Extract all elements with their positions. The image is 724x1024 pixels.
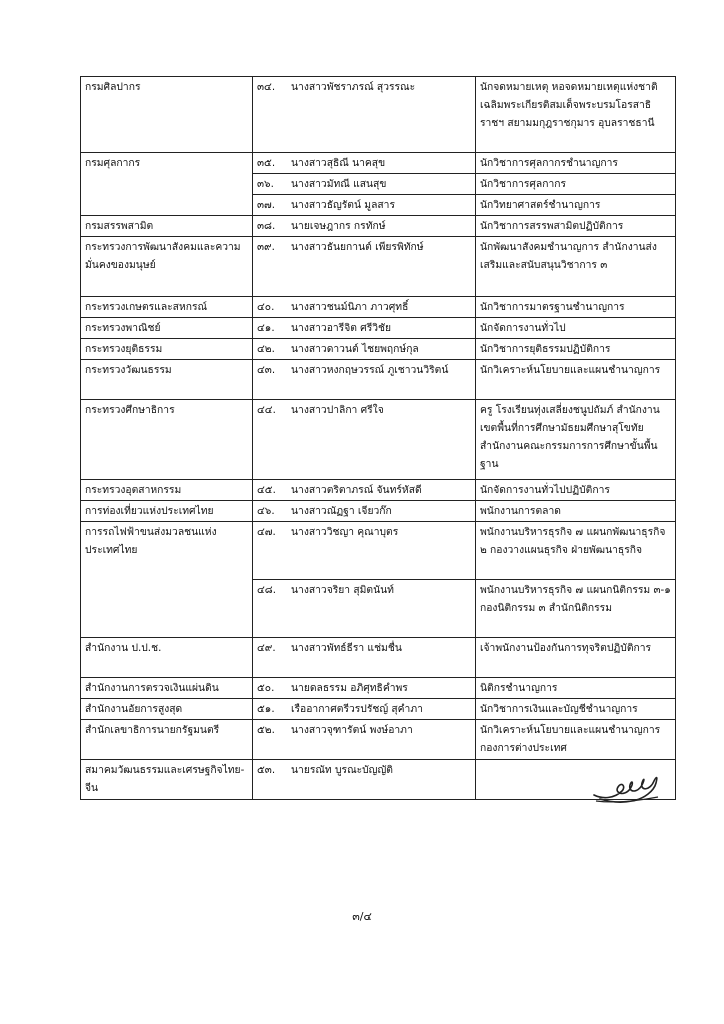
sequence-number: ๔๕. xyxy=(257,484,276,496)
position-cell xyxy=(476,678,676,699)
position-cell xyxy=(476,216,676,237)
person-name: นางสาวดาวนต์ ไชยพฤกษ์กุล xyxy=(291,343,419,355)
agency-cell xyxy=(81,318,253,339)
person-cell xyxy=(253,360,476,400)
person-cell xyxy=(253,318,476,339)
position-title: พนักงานบริหารธุรกิจ ๗ แผนกนิติกรรม ๓-๑ กองนิติกรรม ๓ สำนักนิติกรรม xyxy=(480,584,671,614)
position-cell xyxy=(476,360,676,400)
table-row xyxy=(81,237,676,297)
position-cell xyxy=(476,580,676,638)
person-cell xyxy=(253,237,476,297)
agency-name: การรถไฟฟ้าขนส่งมวลชนแห่งประเทศไทย xyxy=(85,526,217,556)
agency-name: กระทรวงอุตสาหกรรม xyxy=(85,484,182,496)
table-row xyxy=(81,318,676,339)
agency-cell xyxy=(81,638,253,678)
position-title: นักพัฒนาสังคมชำนาญการ สำนักงานส่งเสริมและสนับสนุนวิชาการ ๓ xyxy=(480,241,657,271)
sequence-number: ๔๐. xyxy=(257,301,275,313)
person-cell xyxy=(253,77,476,153)
table-row xyxy=(81,638,676,678)
position-title: นักวิชาการยุติธรรมปฏิบัติการ xyxy=(480,343,611,355)
table-row xyxy=(81,501,676,522)
agency-name: กระทรวงวัฒนธรรม xyxy=(85,364,172,376)
agency-name: สมาคมวัฒนธรรมและเศรษฐกิจไทย-จีน xyxy=(85,764,245,794)
person-name: นางสาวตริตาภรณ์ จันทร์หัสดี xyxy=(291,484,422,496)
position-title: ครู โรงเรียนทุ่งเสลี่ยงชนูปถัมภ์ สำนักงานเขตพื้นที่การศึกษามัธยมศึกษาสุโขทัย สำนักงานคณะกรรมการการศึกษาขั้นพื้นฐาน xyxy=(480,404,660,470)
position-title: นักวิชาการศุลกากรชำนาญการ xyxy=(480,157,618,169)
agency-name: กรมศุลกากร xyxy=(85,157,141,169)
position-title: นักวิเคราะห์นโยบายและแผนชำนาญการ กองการต่างประเทศ xyxy=(480,724,661,754)
position-title: นักวิชาการมาตรฐานชำนาญการ xyxy=(480,301,625,313)
sequence-number: ๔๖. xyxy=(257,505,275,517)
table-row xyxy=(81,339,676,360)
position-cell xyxy=(476,174,676,195)
position-cell xyxy=(476,400,676,480)
person-name: นางสาวอารีจิต ศรีวิชัย xyxy=(291,322,392,334)
table-row xyxy=(81,678,676,699)
agency-cell xyxy=(81,77,253,153)
table-row xyxy=(81,216,676,237)
sequence-number: ๔๔. xyxy=(257,404,276,416)
agency-cell xyxy=(81,480,253,501)
person-cell xyxy=(253,216,476,237)
person-name: นางสาวชนม์นิภา ภาวศุทธิ์ xyxy=(291,301,409,313)
agency-cell xyxy=(81,339,253,360)
person-name: นางสาวหงกฤษวรรณ์ ภูเชาวนวิริตน์ xyxy=(291,364,449,376)
position-cell xyxy=(476,638,676,678)
person-name: นางสาววิชญา คุณาบุตร xyxy=(291,526,399,538)
table-row xyxy=(81,699,676,720)
person-name: นางสาวพัทธ์ธีรา แช่มชื่น xyxy=(291,642,402,654)
person-name: นายดลธรรม อภิศุทธิคำพร xyxy=(291,682,408,694)
agency-cell xyxy=(81,153,253,216)
position-cell xyxy=(476,339,676,360)
position-title: นักจดหมายเหตุ หอจดหมายเหตุแห่งชาติเฉลิมพระเกียรติสมเด็จพระบรมโอรสาธิราชฯ สยามมกุฎราชกุมาร อุบลราชธานี xyxy=(480,81,658,129)
table-row xyxy=(81,77,676,153)
agency-cell xyxy=(81,237,253,297)
position-cell xyxy=(476,522,676,580)
sequence-number: ๓๕. xyxy=(257,157,276,169)
sequence-number: ๔๒. xyxy=(257,343,275,355)
agency-cell xyxy=(81,720,253,760)
person-cell xyxy=(253,580,476,638)
agency-cell xyxy=(81,678,253,699)
person-cell xyxy=(253,760,476,800)
person-name: นางสาวธัญรัตน์ มูลสาร xyxy=(291,199,395,211)
sequence-number: ๓๘. xyxy=(257,220,276,232)
person-cell xyxy=(253,339,476,360)
person-name: นางสาวจุฑารัตน์ พงษ์อาภา xyxy=(291,724,413,736)
agency-cell xyxy=(81,216,253,237)
person-cell xyxy=(253,720,476,760)
agency-name: กระทรวงพาณิชย์ xyxy=(85,322,161,334)
person-name: เรืออากาศตรีวรปรัชญ์ สุคำภา xyxy=(291,703,423,715)
position-cell xyxy=(476,153,676,174)
position-cell xyxy=(476,297,676,318)
agency-cell xyxy=(81,501,253,522)
position-cell xyxy=(476,318,676,339)
sequence-number: ๕๐. xyxy=(257,682,275,694)
person-cell xyxy=(253,153,476,174)
person-cell xyxy=(253,522,476,580)
agency-name: กระทรวงการพัฒนาสังคมและความมั่นคงของมนุษย์ xyxy=(85,241,241,271)
position-title: พนักงานบริหารธุรกิจ ๗ แผนกพัฒนาธุรกิจ ๒ กองวางแผนธุรกิจ ฝ่ายพัฒนาธุรกิจ xyxy=(480,526,666,556)
sequence-number: ๔๗. xyxy=(257,526,276,538)
person-cell xyxy=(253,678,476,699)
position-cell xyxy=(476,501,676,522)
person-name: นายเจษฎากร กรทักษ์ xyxy=(291,220,386,232)
position-cell xyxy=(476,237,676,297)
position-title: นักจัดการงานทั่วไปปฏิบัติการ xyxy=(480,484,610,496)
agency-cell xyxy=(81,760,253,800)
agency-name: กรมสรรพสามิต xyxy=(85,220,154,232)
agency-cell xyxy=(81,522,253,638)
agency-name: สำนักงานการตรวจเงินแผ่นดิน xyxy=(85,682,219,694)
sequence-number: ๔๘. xyxy=(257,584,277,596)
sequence-number: ๔๙. xyxy=(257,642,276,654)
sequence-number: ๕๑. xyxy=(257,703,275,715)
agency-cell xyxy=(81,699,253,720)
table-row xyxy=(81,480,676,501)
page-number: ๓/๔ xyxy=(352,910,372,923)
sequence-number: ๔๑. xyxy=(257,322,275,334)
table-row xyxy=(81,522,676,580)
position-title: นักจัดการงานทั่วไป xyxy=(480,322,566,334)
agency-cell xyxy=(81,297,253,318)
person-cell xyxy=(253,174,476,195)
agency-cell xyxy=(81,360,253,400)
person-name: นายรณัท บูรณะบัญญัติ xyxy=(291,764,393,776)
agency-name: การท่องเที่ยวแห่งประเทศไทย xyxy=(85,505,214,517)
sequence-number: ๓๗. xyxy=(257,199,276,211)
position-title: นักวิเคราะห์นโยบายและแผนชำนาญการ xyxy=(480,364,661,376)
agency-name: กรมศิลปากร xyxy=(85,81,141,93)
agency-name: สำนักงานอัยการสูงสุด xyxy=(85,703,183,715)
table-row xyxy=(81,760,676,800)
agency-name: กระทรวงศึกษาธิการ xyxy=(85,404,175,416)
person-cell xyxy=(253,501,476,522)
person-name: นางสาวจริยา สุมิตนันท์ xyxy=(291,584,394,596)
position-cell xyxy=(476,720,676,760)
position-cell xyxy=(476,195,676,216)
table-row xyxy=(81,360,676,400)
position-title: เจ้าพนักงานป้องกันการทุจริตปฏิบัติการ xyxy=(480,642,652,654)
personnel-table xyxy=(80,76,676,800)
position-title: นิติกรชำนาญการ xyxy=(480,682,558,694)
person-cell xyxy=(253,400,476,480)
agency-name: สำนักงาน ป.ป.ช. xyxy=(85,642,162,654)
position-title: นักวิชาการสรรพสามิตปฏิบัติการ xyxy=(480,220,624,232)
sequence-number: ๓๖. xyxy=(257,178,274,190)
agency-name: สำนักเลขาธิการนายกรัฐมนตรี xyxy=(85,724,220,736)
person-cell xyxy=(253,638,476,678)
agency-cell xyxy=(81,400,253,480)
person-name: นางสาวณัฏฐา เจียวก๊ก xyxy=(291,505,392,517)
position-title: พนักงานการตลาด xyxy=(480,505,561,517)
agency-name: กระทรวงยุติธรรม xyxy=(85,343,163,355)
position-cell xyxy=(476,77,676,153)
position-cell xyxy=(476,699,676,720)
position-cell xyxy=(476,480,676,501)
person-name: นางสาวปาลิกา ศรีใจ xyxy=(291,404,384,416)
sequence-number: ๓๔. xyxy=(257,81,276,93)
person-cell xyxy=(253,195,476,216)
position-title: นักวิชาการเงินและบัญชีชำนาญการ xyxy=(480,703,638,715)
sequence-number: ๔๓. xyxy=(257,364,276,376)
person-cell xyxy=(253,699,476,720)
position-title: นักวิชาการศุลกากร xyxy=(480,178,567,190)
agency-name: กระทรวงเกษตรและสหกรณ์ xyxy=(85,301,208,313)
person-cell xyxy=(253,480,476,501)
sequence-number: ๕๒. xyxy=(257,724,275,736)
table-row xyxy=(81,153,676,174)
table-row xyxy=(81,400,676,480)
person-cell xyxy=(253,297,476,318)
table-row xyxy=(81,297,676,318)
person-name: นางสาวธันยกานต์ เพียรพิทักษ์ xyxy=(291,241,424,253)
table-row xyxy=(81,720,676,760)
person-name: นางสาวพัชราภรณ์ สุวรรณะ xyxy=(291,81,416,93)
person-name: นางสาวสุธิณี นาคสุข xyxy=(291,157,386,169)
signature-mark xyxy=(592,769,662,805)
sequence-number: ๓๙. xyxy=(257,241,275,253)
person-name: นางสาวมัทณี แสนสุข xyxy=(291,178,387,190)
table-body xyxy=(81,77,676,800)
position-title: นักวิทยาศาสตร์ชำนาญการ xyxy=(480,199,601,211)
sequence-number: ๕๓. xyxy=(257,764,276,776)
